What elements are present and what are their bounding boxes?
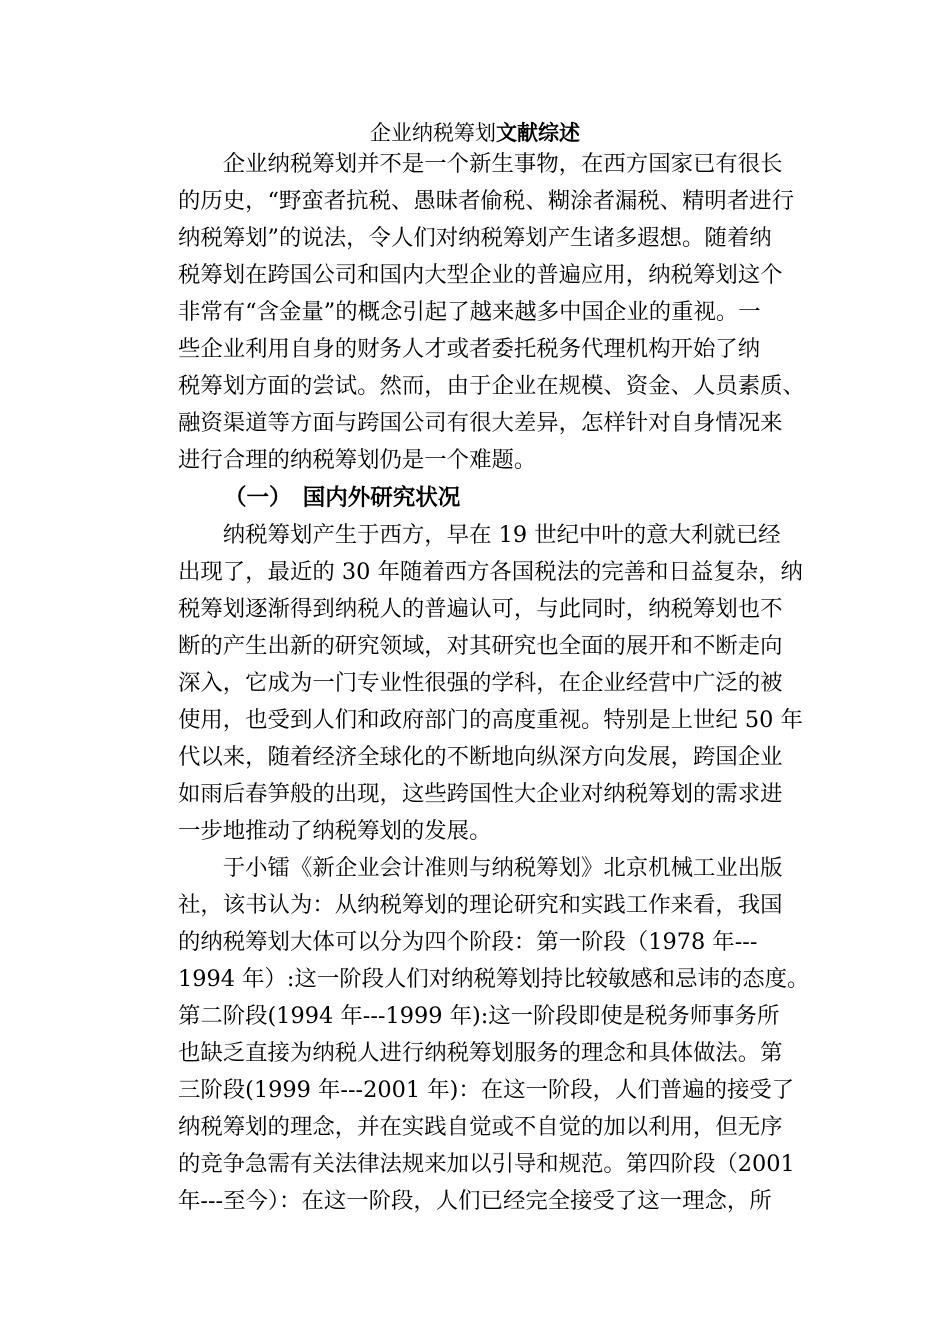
title-part-2: 文献综述 <box>496 120 580 145</box>
text-line: 的竞争急需有关法律法规来加以引导和规范。第四阶段（2001 <box>178 1151 795 1177</box>
text-line: 进行合理的纳税筹划仍是一个难题。 <box>178 447 537 473</box>
text-line: 三阶段(1999 年---2001 年)：在这一阶段，人们普遍的接受了 <box>178 1077 795 1103</box>
text-line: 企业纳税筹划并不是一个新生事物，在西方国家已有很长 <box>178 151 783 177</box>
text-line: 融资渠道等方面与跨国公司有很大差异，怎样针对自身情况来 <box>178 410 783 436</box>
text-line: 的历史，“野蛮者抗税、愚昧者偷税、糊涂者漏税、精明者进行 <box>178 188 794 214</box>
text-line: 税筹划方面的尝试。然而，由于企业在规模、资金、人员素质、 <box>178 373 805 399</box>
text-line: 社，该书认为：从纳税筹划的理论研究和实践工作来看，我国 <box>178 892 783 918</box>
text-line: 纳税筹划的理念，并在实践自觉或不自觉的加以利用，但无序 <box>178 1114 783 1140</box>
text-line: 出现了，最近的 30 年随着西方各国税法的完善和日益复杂，纳 <box>178 559 803 585</box>
title-part-1: 企业纳税筹划 <box>370 121 496 145</box>
text-line: 的纳税筹划大体可以分为四个阶段：第一阶段（1978 年--- <box>178 929 758 955</box>
text-line: 些企业利用自身的财务人才或者委托税务代理机构开始了纳 <box>178 336 761 362</box>
text-line: 深入，它成为一门专业性很强的学科，在企业经营中广泛的被 <box>178 670 783 696</box>
text-line: 年---至今）：在这一阶段，人们已经完全接受了这一理念，所 <box>178 1188 772 1214</box>
text-line: 纳税筹划”的说法，令人们对纳税筹划产生诸多遐想。随着纳 <box>178 225 772 251</box>
text-line: 使用，也受到人们和政府部门的高度重视。特别是上世纪 50 年 <box>178 707 803 733</box>
text-line: 于小镭《新企业会计准则与纳税筹划》北京机械工业出版 <box>178 855 783 881</box>
section-heading: （一） 国内外研究状况 <box>224 485 461 511</box>
text-line: 纳税筹划产生于西方，早在 19 世纪中叶的意大利就已经 <box>178 522 781 548</box>
text-line: 如雨后春笋般的出现，这些跨国性大企业对纳税筹划的需求进 <box>178 781 783 807</box>
text-line: 一步地推动了纳税筹划的发展。 <box>178 818 492 844</box>
text-line: 也缺乏直接为纳税人进行纳税筹划服务的理念和具体做法。第 <box>178 1040 783 1066</box>
text-line: 代以来，随着经济全球化的不断地向纵深方向发展，跨国企业 <box>178 744 783 770</box>
text-line: 非常有“含金量”的概念引起了越来越多中国企业的重视。一 <box>178 299 761 325</box>
text-line: 1994 年）:这一阶段人们对纳税筹划持比较敏感和忌讳的态度。 <box>178 966 810 992</box>
text-line: 税筹划在跨国公司和国内大型企业的普遍应用，纳税筹划这个 <box>178 262 783 288</box>
text-line: 断的产生出新的研究领域，对其研究也全面的展开和不断走向 <box>178 633 783 659</box>
text-line: 第二阶段(1994 年---1999 年):这一阶段即使是税务师事务所 <box>178 1003 780 1029</box>
text-line: 税筹划逐渐得到纳税人的普遍认可，与此同时，纳税筹划也不 <box>178 596 783 622</box>
